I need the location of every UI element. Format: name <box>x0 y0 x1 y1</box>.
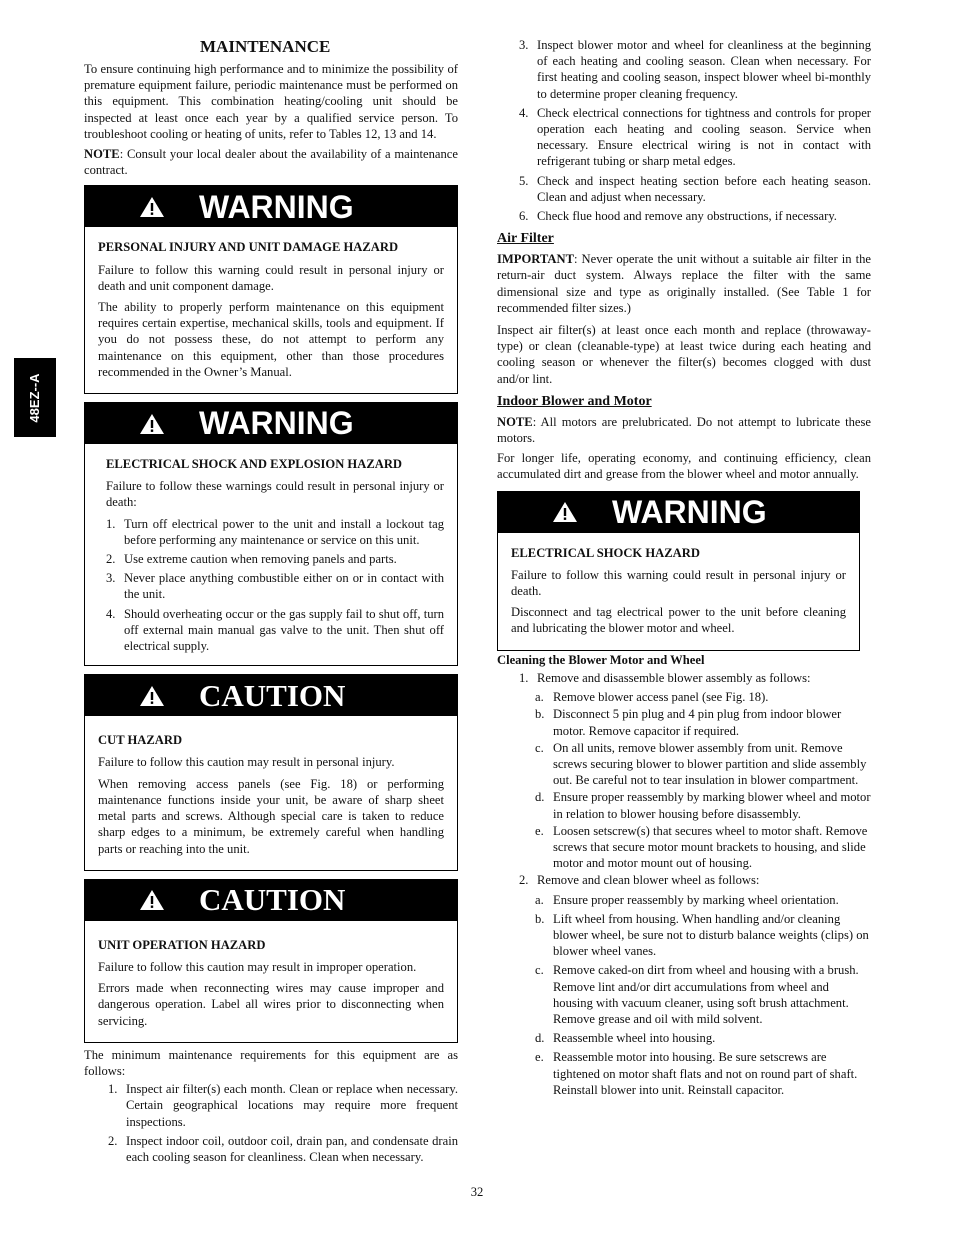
min-requirements-text: The minimum maintenance requirements for this equipment are as follows: <box>84 1047 458 1078</box>
air-filter-paragraph: Inspect air filter(s) at least once each month and replace (throwaway-type) or clean (cleanable-type) at least twice during each heating and cooling season or whenever the filter(s) becomes clogged with dust and/or lint. <box>497 323 871 386</box>
maintenance-list-continued <box>519 37 871 224</box>
list-item: 2. Inspect indoor coil, outdoor coil, drain pan, and condensate drain each cooling season for cleanliness. Clean when necessary. <box>108 1133 458 1164</box>
caution-text: Errors made when reconnecting wires may cause improper and dangerous operation. Label all wires prior to disconnecting when servicing. <box>98 981 444 1028</box>
list-item: e. Loosen setscrew(s) that secures wheel to motor shaft. Remove screws that secure motor mount brackets to housing, and slide motor and motor mount out of housing. <box>535 823 868 871</box>
list-item: b. Lift wheel from housing. When handling and/or cleaning blower wheel, be sure not to disturb balance weights (clips) on blower wheel vanes. <box>535 911 869 959</box>
caution-triangle-icon <box>139 889 165 911</box>
caution-header <box>85 880 457 921</box>
note-text: : Consult your local dealer about the availability of a maintenance contract. <box>84 147 458 178</box>
warning-text: The ability to properly perform maintenance on this equipment requires certain expertise, mechanical skills, tools and equipment. If you do not possess these, do not attempt to perform any maintenance on this equipment, other than those procedures recommended in the Owner’s Manual. <box>98 300 444 379</box>
warning-header <box>85 403 457 444</box>
cleaning-step-2-substeps <box>535 892 871 1098</box>
hazard-title: ELECTRICAL SHOCK AND EXPLOSION HAZARD <box>106 457 403 472</box>
hazard-title: UNIT OPERATION HAZARD <box>98 937 266 952</box>
cleaning-step-1-substeps <box>535 689 871 871</box>
warning-text: Failure to follow this warning could result in personal injury or death and unit component damage. <box>98 262 444 293</box>
cleaning-step-1 <box>519 670 871 686</box>
warning-box-personal-injury <box>84 185 458 394</box>
note-text: : All motors are prelubricated. Do not attempt to lubricate these motors. <box>497 414 871 446</box>
warning-box-electrical-shock <box>497 491 860 651</box>
warning-body <box>85 227 457 393</box>
hazard-title: ELECTRICAL SHOCK HAZARD <box>511 545 700 560</box>
cleaning-heading: Cleaning the Blower Motor and Wheel <box>497 652 705 667</box>
list-item: a. Ensure proper reassembly by marking wheel orientation. <box>535 892 839 907</box>
list-item: 6. Check flue hood and remove any obstructions, if necessary. <box>519 209 837 224</box>
side-tab <box>14 358 56 437</box>
list-item: 3. Never place anything combustible either on or in contact with the unit. <box>106 571 444 602</box>
warning-triangle-icon <box>139 413 165 435</box>
list-item: c. Remove caked-on dirt from wheel and housing with a brush. Remove lint and/or dirt accumulations from wheel and housing with vacuum cleaner, using soft brush attachment. Remove grease and oil with mild solvent. <box>535 963 859 1026</box>
caution-body <box>85 921 457 1042</box>
caution-body <box>85 716 457 869</box>
list-item: 1. Remove and disassemble blower assembly as follows: <box>519 670 811 685</box>
list-item: d. Reassemble wheel into housing. <box>535 1031 716 1046</box>
list-item: c. On all units, remove blower assembly from unit. Remove screws securing blower to blower partition and slide assembly out. Be careful not to tear insulation in blower compartment. <box>535 740 867 788</box>
warning-box-electrical-explosion <box>84 402 458 666</box>
section-heading: MAINTENANCE <box>200 37 331 56</box>
note-paragraph <box>84 146 458 178</box>
warning-label: WARNING <box>199 405 354 442</box>
page-number: 32 <box>470 1185 484 1199</box>
warning-text: Failure to follow these warnings could result in personal injury or death: <box>106 479 444 510</box>
warning-header <box>498 492 859 533</box>
blower-note <box>497 414 871 446</box>
cleaning-step-2 <box>519 872 871 888</box>
note-label: NOTE <box>497 414 533 429</box>
warning-label: WARNING <box>612 494 767 531</box>
intro-paragraph: To ensure continuing high performance and to minimize the possibility of premature equipment failure, periodic maintenance must be performed on this equipment. This combination heating/cooling unit should be inspected at least once each year by a qualified service person. To troubleshoot cooling or heating of units, refer to Tables 12, 13 and 14. <box>84 62 458 141</box>
right-column <box>497 37 871 1099</box>
warning-text: Failure to follow this warning could result in personal injury or death. <box>511 567 846 599</box>
caution-box-cut-hazard <box>84 674 458 870</box>
list-item: 5. Check and inspect heating section before each heating season. Clean and adjust when necessary. <box>519 173 871 204</box>
maintenance-list <box>108 1081 458 1165</box>
warning-body <box>498 533 859 650</box>
list-item: 4. Should overheating occur or the gas supply fail to shut off, turn off external main manual gas valve to the unit. Then shut off electrical supply. <box>106 606 444 654</box>
caution-box-unit-operation <box>84 879 458 1043</box>
hazard-title: PERSONAL INJURY AND UNIT DAMAGE HAZARD <box>98 240 399 255</box>
blower-paragraph: For longer life, operating economy, and continuing efficiency, clean accumulated dirt and grease from the blower wheel and motor annually. <box>497 451 871 482</box>
warning-triangle-icon <box>139 196 165 218</box>
warning-triangle-icon <box>552 501 578 523</box>
list-item: 2. Use extreme caution when removing panels and parts. <box>106 552 397 567</box>
note-label: NOTE <box>84 147 120 162</box>
important-paragraph <box>497 251 871 316</box>
caution-label: CAUTION <box>199 882 346 918</box>
list-item: 3. Inspect blower motor and wheel for cleanliness at the beginning of each heating and cooling season. Clean when necessary. For first heating and cooling season, inspect blower wheel bi-monthly to determine proper cleaning frequency. <box>519 38 871 101</box>
caution-text: Failure to follow this caution may result in improper operation. <box>98 959 417 974</box>
air-filter-heading: Air Filter <box>497 231 554 247</box>
blower-heading: Indoor Blower and Motor <box>497 393 652 409</box>
list-item: e. Reassemble motor into housing. Be sure setscrews are tightened on motor shaft flats and not on round part of shaft. Reinstall blower into unit. Reinstall capacitor. <box>535 1050 858 1097</box>
list-item: 1. Inspect air filter(s) each month. Clean or replace when necessary. Certain geographical locations may require more frequent inspections. <box>108 1082 458 1129</box>
caution-text: Failure to follow this caution may result in personal injury. <box>98 755 395 770</box>
caution-triangle-icon <box>139 685 165 707</box>
caution-header <box>85 675 457 716</box>
left-column <box>84 37 458 1168</box>
list-item: a. Remove blower access panel (see Fig. 18). <box>535 690 769 705</box>
list-item: 4. Check electrical connections for tightness and controls for proper operation each heating and cooling season. Service when necessary. Ensure electrical wiring is not in contact with refrigerant tubing or sharp metal edges. <box>519 105 871 169</box>
list-item: b. Disconnect 5 pin plug and 4 pin plug from indoor blower motor. Remove capacitor if required. <box>535 707 842 738</box>
list-item: 1. Turn off electrical power to the unit and install a lockout tag before performing any maintenance or service on this unit. <box>106 516 444 547</box>
list-item: d. Ensure proper reassembly by marking blower wheel and motor in relation to blower housing before disassembly. <box>535 790 871 821</box>
caution-label: CAUTION <box>199 677 346 713</box>
warning-header <box>85 186 457 227</box>
warning-list <box>106 516 444 655</box>
warning-text: Disconnect and tag electrical power to the unit before cleaning and lubricating the blower motor and wheel. <box>511 605 846 636</box>
warning-label: WARNING <box>199 188 354 225</box>
important-label: IMPORTANT <box>497 252 574 267</box>
caution-text: When removing access panels (see Fig. 18) or performing maintenance functions inside your unit, be aware of sharp sheet metal parts and screws. Although special care is taken to reduce sharp edges to a minimum, be extremely careful when handling parts or reaching into the unit. <box>98 776 444 856</box>
list-item: 2. Remove and clean blower wheel as follows: <box>519 873 760 888</box>
important-text: : Never operate the unit without a suitable air filter in the return-air duct system. Always replace the filter with the same dimensional size and type as originally installed. (See Table 1 for recommended filter sizes.) <box>497 252 871 315</box>
side-tab-label: 48EZ--A <box>26 372 42 423</box>
hazard-title: CUT HAZARD <box>98 733 183 748</box>
warning-body <box>85 444 457 665</box>
